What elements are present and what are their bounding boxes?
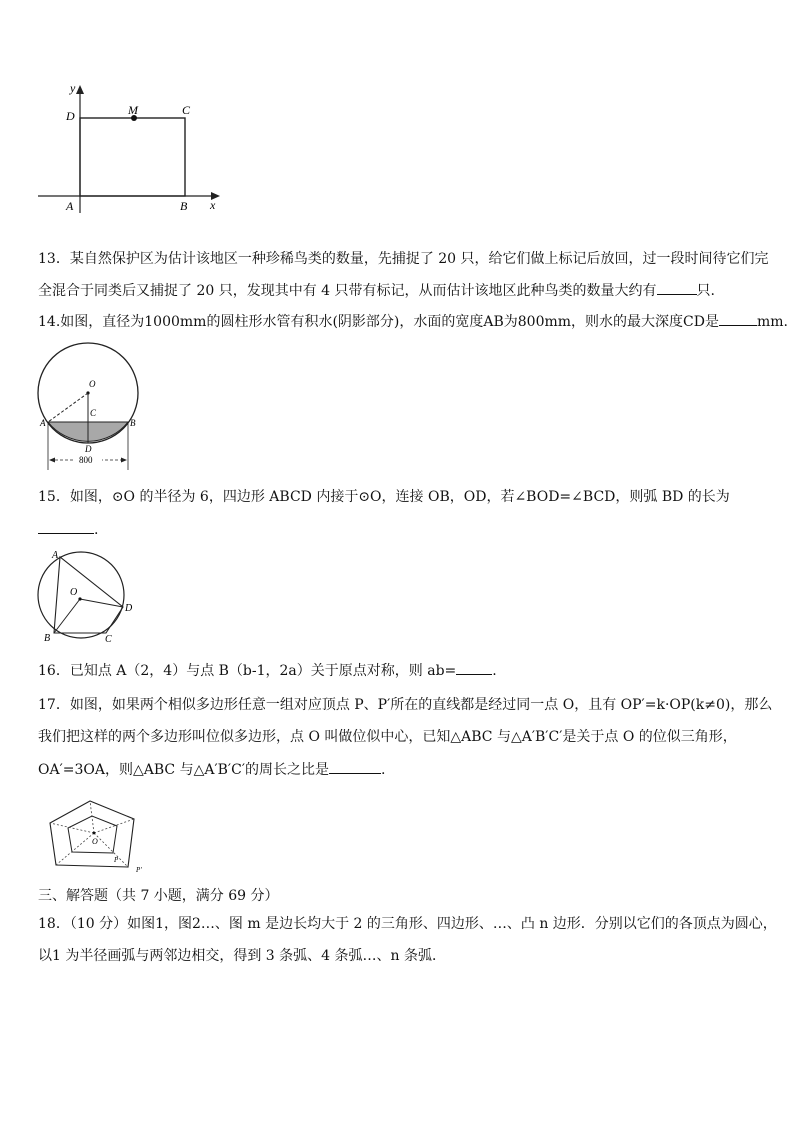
answer-blank-13 <box>657 280 697 295</box>
label-b: B <box>180 199 188 213</box>
question-14-line-1 <box>38 311 788 332</box>
label-d: D <box>85 444 92 454</box>
outer-pentagon <box>50 801 134 867</box>
question-15-line-2 <box>38 519 98 540</box>
question-16-end: . <box>492 663 497 679</box>
question-16-line-1 <box>38 660 497 681</box>
label-a: A <box>66 199 74 213</box>
similar-pentagons-figure <box>42 795 154 875</box>
label-m: M <box>128 103 138 117</box>
question-18-line-1: 18．（10 分）如图1，图2…、图 m 是边长均大于 2 的三角形、四边形、…、凸 n 边形．分别以它们的各顶点为圆心， <box>38 916 777 932</box>
center-rays <box>50 801 134 867</box>
inner-pentagon <box>68 816 117 853</box>
label-p-prime: P′ <box>136 866 142 874</box>
dim-arrow-left <box>49 458 55 463</box>
question-13-text: 全混合于同类后又捕捉了 20 只，发现其中有 4 只带有标记，从而估计该地区此种鸟类的数量大约有 <box>38 283 657 299</box>
question-16-text: 16．已知点 A（2，4）与点 B（b-1，2a）关于原点对称，则 ab= <box>38 663 457 679</box>
question-18-line-2: 以1 为半径画弧与两邻边相交，得到 3 条弧、4 条弧…、n 条弧． <box>38 948 446 964</box>
quadrilateral-abcd <box>54 557 123 633</box>
label-p: P <box>114 856 119 864</box>
section-3-title: 三、解答题（共 7 小题，满分 69 分） <box>38 888 279 904</box>
answer-blank-16 <box>456 660 492 675</box>
label-o: O <box>89 379 96 389</box>
dim-arrow-right <box>121 458 127 463</box>
question-13-line-1: 13．某自然保护区为估计该地区一种珍稀鸟类的数量，先捕捉了 20 只，给它们做上标记后放回，过一段时间待它们完 <box>38 251 769 267</box>
label-x: x <box>210 198 216 212</box>
question-17-line-3 <box>38 759 385 780</box>
segment-od <box>80 599 123 607</box>
label-d: D <box>66 109 75 123</box>
question-13-line-2 <box>38 280 715 301</box>
label-width: 800 <box>79 455 93 465</box>
label-b: B <box>130 418 136 428</box>
label-o: O <box>92 837 98 846</box>
question-14-unit: mm. <box>756 314 788 330</box>
label-a: A <box>40 418 46 428</box>
answer-blank-17 <box>329 759 381 774</box>
question-14-text: 14.如图，直径为1000mm的圆柱形水管有积水(阴影部分)，水面的宽度AB为800mm，则水的最大深度CD是 <box>38 314 719 330</box>
label-c: C <box>90 408 97 418</box>
question-15-end: . <box>94 522 99 538</box>
inscribed-quadrilateral-figure <box>32 545 137 645</box>
center-o <box>78 597 81 600</box>
answer-blank-14 <box>719 311 757 326</box>
radius-oa <box>48 393 88 422</box>
question-17-end: . <box>381 762 386 778</box>
pipe-water-figure <box>30 342 150 477</box>
question-15-line-1: 15．如图，⊙O 的半径为 6，四边形 ABCD 内接于⊙O，连接 OB，OD，若∠BOD=∠BCD，则弧 BD 的长为 <box>38 489 730 505</box>
label-d: D <box>125 603 133 614</box>
y-axis-arrow <box>76 85 84 94</box>
question-17-line-1: 17．如图，如果两个相似多边形任意一组对应顶点 P、P′所在的直线都是经过同一点 O，且有 OP′=k·OP(k≠0)，那么 <box>38 697 773 713</box>
question-17-text: OA′=3OA，则△ABC 与△A′B′C′的周长之比是 <box>38 762 329 778</box>
label-c: C <box>182 103 191 117</box>
question-13-unit: 只. <box>696 283 715 299</box>
rectangle-abcd <box>80 118 185 196</box>
rectangle-coordinate-figure <box>30 78 230 218</box>
segment-ob <box>54 599 80 633</box>
label-y: y <box>70 81 76 95</box>
label-b: B <box>44 633 51 644</box>
center-o <box>93 832 96 835</box>
answer-blank-15 <box>38 519 94 534</box>
label-a: A <box>52 550 59 561</box>
question-17-line-2: 我们把这样的两个多边形叫位似多边形，点 O 叫做位似中心，已知△ABC 与△A′B′C′是关于点 O 的位似三角形， <box>38 729 737 745</box>
label-o: O <box>70 587 78 598</box>
label-c: C <box>105 634 112 645</box>
